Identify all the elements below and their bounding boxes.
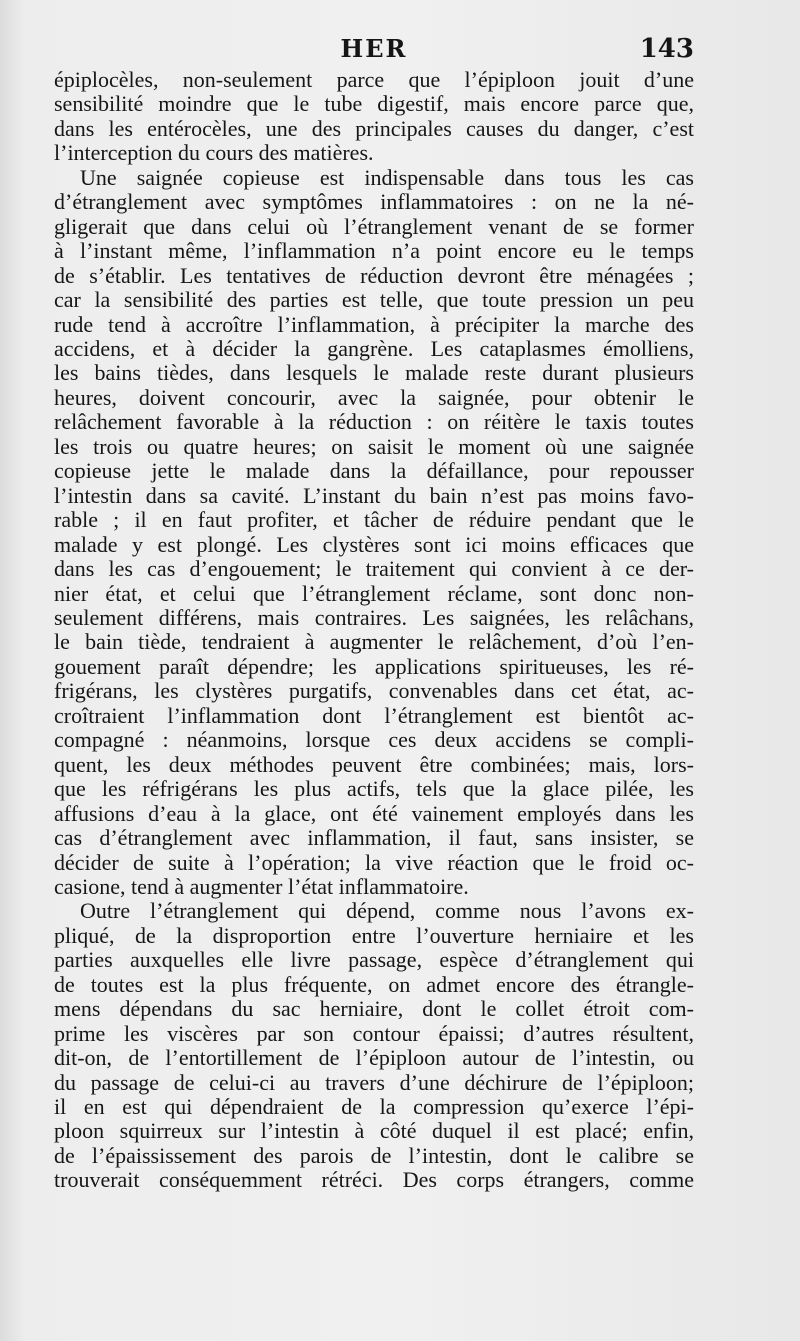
text-line: gligerait que dans celui où l’étranglement venant de se former bbox=[54, 213, 694, 239]
text-line: de l’épaississement des parois de l’intestin, dont le calibre se bbox=[54, 1142, 694, 1168]
running-head: HER bbox=[340, 34, 408, 63]
text-line: malade y est plongé. Les clystères sont ici moins efficaces que bbox=[54, 531, 694, 557]
text-line: relâchement favorable à la réduction : on réitère le taxis toutes bbox=[54, 409, 694, 435]
text-line: rable ; il en faut profiter, et tâcher de réduire pendant que le bbox=[54, 507, 694, 533]
text-line: parties auxquelles elle livre passage, espèce d’étranglement qui bbox=[54, 947, 694, 973]
text-line: frigérans, les clystères purgatifs, convenables dans cet état, ac- bbox=[54, 678, 694, 704]
text-line: sensibilité moindre que le tube digestif, mais encore parce que, bbox=[54, 91, 694, 117]
text-line: l’interception du cours des matières. bbox=[54, 140, 374, 166]
text-line: quent, les deux méthodes peuvent être combinées; mais, lors- bbox=[54, 751, 694, 777]
text-line: copieuse jette le malade dans la défaillance, pour repousser bbox=[54, 458, 694, 484]
text-line: gouement paraît dépendre; les applications spiritueuses, les ré- bbox=[54, 653, 694, 679]
text-line: il en est qui dépendraient de la compression qu’exerce l’épi- bbox=[54, 1094, 694, 1120]
text-line: croîtraient l’inflammation dont l’étranglement est bientôt ac- bbox=[54, 702, 694, 728]
text-line: affusions d’eau à la glace, ont été vainement employés dans les bbox=[54, 800, 694, 826]
text-line: les bains tièdes, dans lesquels le malade reste durant plusieurs bbox=[54, 360, 694, 386]
text-line: seulement différens, mais contraires. Les saignées, les relâchans, bbox=[54, 604, 694, 630]
text-line: prime les viscères par son contour épaissi; d’autres résultent, bbox=[54, 1020, 694, 1046]
text-line: dans les entérocèles, une des principales causes du danger, c’est bbox=[54, 115, 694, 141]
text-line: de s’établir. Les tentatives de réduction devront être ménagées ; bbox=[54, 262, 694, 288]
text-line: d’étranglement avec symptômes inflammatoires : on ne la né- bbox=[54, 189, 694, 215]
text-line: nier état, et celui que l’étranglement réclame, sont donc non- bbox=[54, 580, 694, 606]
text-line: accidens, et à décider la gangrène. Les cataplasmes émolliens, bbox=[54, 335, 694, 361]
text-line: rude tend à accroître l’inflammation, à précipiter la marche des bbox=[54, 311, 694, 337]
text-line: décider de suite à l’opération; la vive réaction que le froid oc- bbox=[54, 849, 694, 875]
text-line: de toutes est la plus fréquente, on admet encore des étrangle- bbox=[54, 971, 694, 997]
text-line: trouverait conséquemment rétréci. Des corps étrangers, comme bbox=[54, 1167, 694, 1193]
text-line: heures, doivent concourir, avec la saignée, pour obtenir le bbox=[54, 384, 694, 410]
page-header bbox=[54, 30, 694, 70]
text-line: pliqué, de la disproportion entre l’ouverture herniaire et les bbox=[54, 922, 694, 948]
text-line: Une saignée copieuse est indispensable dans tous les cas bbox=[80, 164, 694, 190]
text-line: compagné : néanmoins, lorsque ces deux accidens se compli- bbox=[54, 727, 694, 753]
text-line: épiplocèles, non-seulement parce que l’épiploon jouit d’une bbox=[54, 67, 694, 92]
body-text bbox=[54, 68, 694, 1193]
text-line: du passage de celui-ci au travers d’une déchirure de l’épiploon; bbox=[54, 1069, 694, 1095]
text-line: ploon squirreux sur l’intestin à côté duquel il est placé; enfin, bbox=[54, 1118, 694, 1144]
text-line: le bain tiède, tendraient à augmenter le relâchement, d’où l’en- bbox=[54, 629, 694, 655]
text-line: casione, tend à augmenter l’état inflammatoire. bbox=[54, 873, 469, 899]
text-line: l’intestin dans sa cavité. L’instant du bain n’est pas moins favo- bbox=[54, 482, 694, 508]
text-line: Outre l’étranglement qui dépend, comme nous l’avons ex- bbox=[80, 898, 694, 924]
text-line: que les réfrigérans les plus actifs, tels que la glace pilée, les bbox=[54, 776, 694, 802]
text-line: les trois ou quatre heures; on saisit le moment où une saignée bbox=[54, 433, 694, 459]
page-number: 143 bbox=[639, 34, 694, 64]
text-line: à l’instant même, l’inflammation n’a point encore eu le temps bbox=[54, 238, 694, 264]
text-line: dit-on, de l’entortillement de l’épiploon autour de l’intestin, ou bbox=[54, 1045, 694, 1071]
text-line: mens dépendans du sac herniaire, dont le collet étroit com- bbox=[54, 996, 694, 1022]
text-line: dans les cas d’engouement; le traitement qui convient à ce der- bbox=[54, 556, 694, 582]
text-line: cas d’étranglement avec inflammation, il faut, sans insister, se bbox=[54, 825, 694, 851]
text-line: car la sensibilité des parties est telle, que toute pression un peu bbox=[54, 287, 694, 313]
